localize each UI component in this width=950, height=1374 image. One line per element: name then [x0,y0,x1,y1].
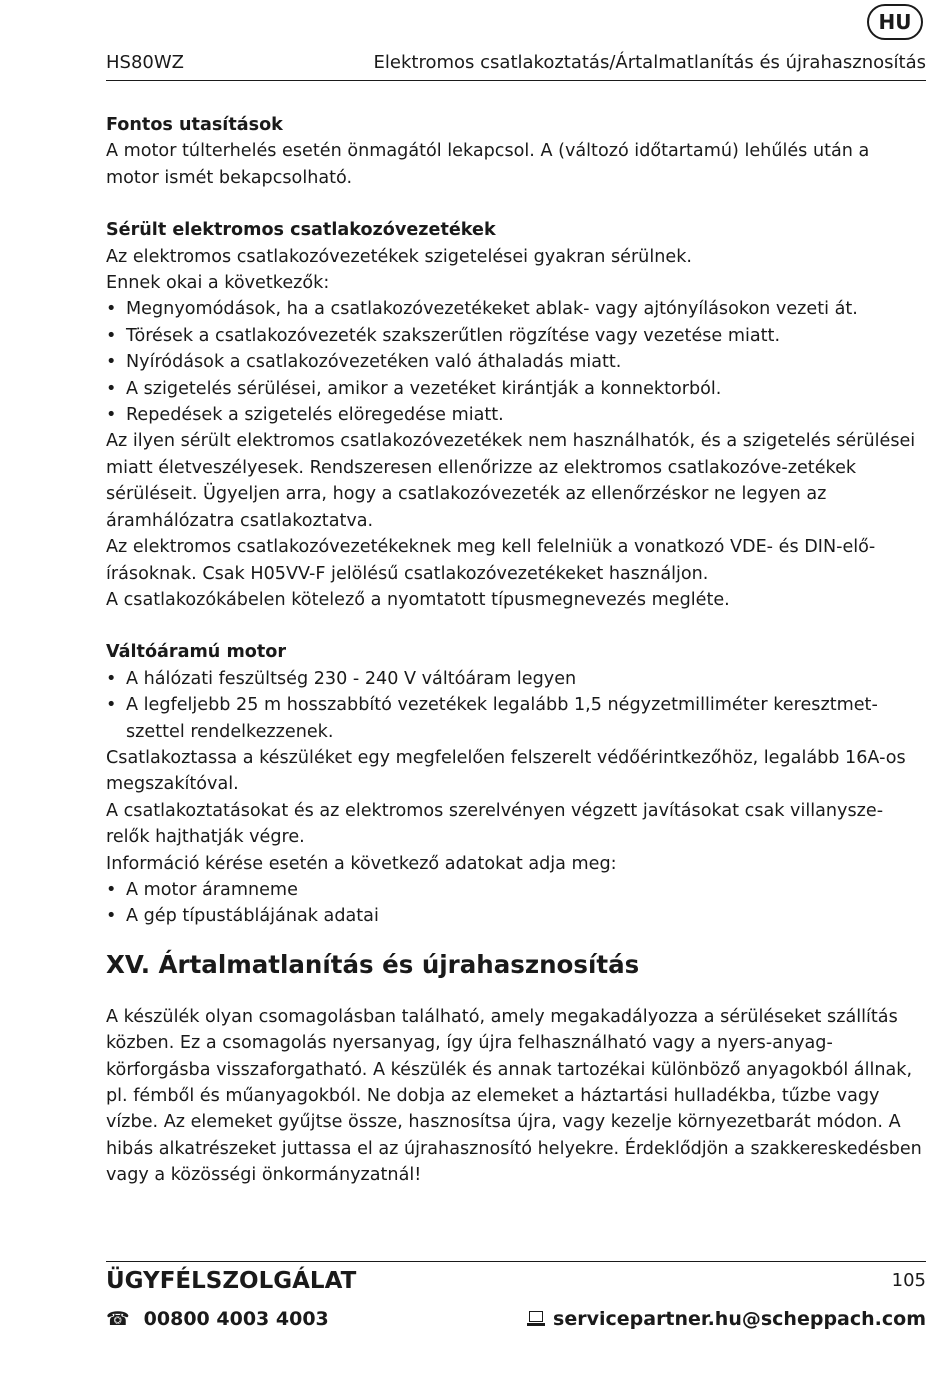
list-item: • Megnyomódások, ha a csatlakozóvezetékeket ablak- vagy ajtónyílásokon vezeti át. [106,296,926,322]
ac-motor-heading: Váltóáramú motor [106,642,287,663]
list-item: • Nyíródások a csatlakozóvezetéken való áthaladás miatt. [106,349,926,375]
page-header [106,50,926,81]
list-item: • Repedések a szigetelés elöregedése miatt. [106,402,926,428]
ac-motor-paragraph-2: A csatlakoztatásokat és az elektromos szerelvényen végzett javításokat csak villanysze-relők hajthatják végre. [106,800,884,848]
list-item: • A szigetelés sérülései, amikor a vezetéket kirántják a konnektorból. [106,376,926,402]
footer-divider [106,1261,926,1262]
ac-motor-requirements-list [106,666,926,745]
phone-contact [106,1305,329,1333]
list-item: • A motor áramneme [106,877,926,903]
disposal-heading: XV. Ártalmatlanítás és újrahasznosítás [106,949,640,979]
damaged-cables-paragraph-3: A csatlakozókábelen kötelező a nyomtatott típusmegnevezés megléte. [106,589,730,610]
customer-service-title: ÜGYFÉLSZOLGÁLAT [106,1268,357,1294]
page-number: 105 [891,1270,926,1291]
damage-causes-list [106,296,926,428]
damaged-cables-intro-2: Ennek okai a következők: [106,273,330,294]
phone-icon: ☎ [106,1308,130,1330]
email-address: servicepartner.hu@scheppach.com [553,1308,926,1330]
info-list [106,877,926,930]
ac-motor-paragraph-3: Információ kérése esetén a következő adatokat adja meg: [106,853,617,874]
damaged-cables-heading: Sérült elektromos csatlakozóvezetékek [106,220,496,241]
important-text: A motor túlterhelés esetén önmagától lekapcsol. A (változó időtartamú) lehűlés után a motor ismét bekapcsolható. [106,141,870,188]
page-content [106,112,926,1189]
list-item: • A hálózati feszültség 230 - 240 V váltóáram legyen [106,666,926,692]
damaged-cables-paragraph-2: Az elektromos csatlakozóvezetékeknek meg kell felelniük a vonatkozó VDE- és DIN-elő-írásoknak. Csak H05VV-F jelölésű csatlakozóvezetékeket használjon. [106,537,876,584]
language-badge: HU [867,4,923,40]
computer-icon [527,1311,545,1327]
phone-number: 00800 4003 4003 [143,1308,329,1330]
disposal-text: A készülék olyan csomagolásban található, amely megakadályozza a sérüléseket szállítás közben. Ez a csomagolás nyersanyag, így újra felhasználható vagy a nyers-anyag-körforgásba visszaforgatható. A készülék és annak tartozékai különböző anyagokból állnak, pl. fémből és műanyagokból. Ne dobja az elemeket a háztartási hulladékba, tűzbe vagy vízbe. Az elemeket gyűjtse össze, hasznosítsa újra, vagy kezelje környezetbarát módon. A hibás alkatrészeket juttassa el az újrahasznosító helyekre. Érdeklődjön a szakkereskedésben vagy a közösségi önkormányzatnál! [106,1006,922,1186]
damaged-cables-paragraph-1: Az ilyen sérült elektromos csatlakozóvezetékek nem használhatók, és a szigetelés sérülései miatt életveszélyesek. Rendszeresen ellenőrizze az elektromos csatlakozóve-zetékek sérüléseit. Ügyeljen arra, hogy a csatlakozóvezeték az ellenőrzéskor ne legyen az áramhálózatra csatlakoztatva. [106,431,916,531]
list-item: • Törések a csatlakozóvezeték szakszerűtlen rögzítése vagy vezetése miatt. [106,323,926,349]
list-item: • A legfeljebb 25 m hosszabbító vezetékek legalább 1,5 négyzetmilliméter keresztmet-szettel rendelkezzenek. [106,692,926,745]
header-title: Elektromos csatlakoztatás/Ártalmatlanítás és újrahasznosítás [373,52,926,73]
ac-motor-paragraph-1: Csatlakoztassa a készüléket egy megfelelően felszerelt védőérintkezőhöz, legalább 16A-os megszakítóval. [106,747,906,795]
list-item: • A gép típustáblájának adatai [106,903,926,929]
damaged-cables-intro-1: Az elektromos csatlakozóvezetékek szigetelései gyakran sérülnek. [106,246,692,267]
model-name: HS80WZ [106,52,184,73]
important-heading: Fontos utasítások [106,115,283,135]
email-contact [527,1305,926,1333]
